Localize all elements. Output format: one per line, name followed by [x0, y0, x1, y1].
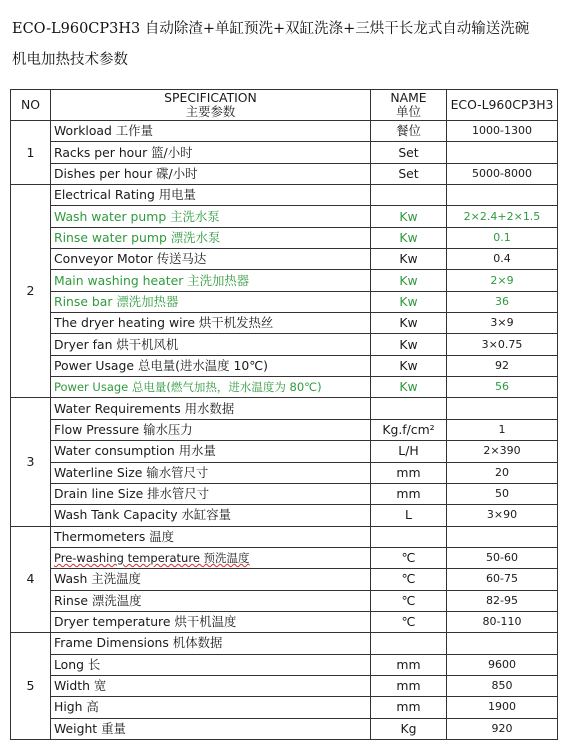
- header-model: ECO-L960CP3H3: [447, 90, 558, 121]
- unit-cell: [371, 185, 447, 206]
- unit-cell: Set: [371, 163, 447, 184]
- table-row: [11, 569, 558, 590]
- spec-cell: Electrical Rating 用电量: [51, 185, 371, 206]
- unit-cell: Kw: [371, 249, 447, 270]
- spec-table: [10, 89, 558, 740]
- spec-cell: Dishes per hour 碟/小时: [51, 163, 371, 184]
- value-cell: 1000-1300: [447, 121, 558, 142]
- spec-cell: Workload 工作量: [51, 121, 371, 142]
- header-specification: [51, 90, 371, 121]
- spec-cell: Wash water pump 主洗水泵: [51, 206, 371, 227]
- table-row: [11, 718, 558, 739]
- unit-cell: ℃: [371, 569, 447, 590]
- table-row: [11, 462, 558, 483]
- table-row: [11, 441, 558, 462]
- table-row: [11, 334, 558, 355]
- table-row: [11, 419, 558, 440]
- table-row: [11, 547, 558, 568]
- unit-cell: Kw: [371, 291, 447, 312]
- table-row: [11, 355, 558, 376]
- spec-cell: Rinse water pump 漂洗水泵: [51, 227, 371, 248]
- value-cell: 2×9: [447, 270, 558, 291]
- header-name-en: NAME: [390, 90, 427, 105]
- table-row: [11, 633, 558, 654]
- table-row: [11, 313, 558, 334]
- table-row: [11, 206, 558, 227]
- spec-cell: Waterline Size 输水管尺寸: [51, 462, 371, 483]
- table-row: [11, 377, 558, 398]
- unit-cell: mm: [371, 654, 447, 675]
- header-unit: [371, 90, 447, 121]
- spec-cell: Wash Tank Capacity 水缸容量: [51, 505, 371, 526]
- value-cell: 920: [447, 718, 558, 739]
- unit-cell: Kw: [371, 227, 447, 248]
- table-row: [11, 291, 558, 312]
- value-cell: 92: [447, 355, 558, 376]
- table-row: [11, 398, 558, 419]
- group-number: 3: [11, 398, 51, 526]
- header-no: NO: [11, 90, 51, 121]
- table-row: [11, 163, 558, 184]
- spec-cell: Power Usage 总电量(燃气加热，进水温度为 80℃): [51, 377, 371, 398]
- unit-cell: Kw: [371, 206, 447, 227]
- value-cell: 82-95: [447, 590, 558, 611]
- value-cell: 0.1: [447, 227, 558, 248]
- table-row: [11, 270, 558, 291]
- value-cell: 56: [447, 377, 558, 398]
- group-number: 1: [11, 121, 51, 185]
- spec-text-spellcheck: Pre-washing temperature 预洗温度: [54, 551, 250, 566]
- value-cell: 50: [447, 483, 558, 504]
- unit-cell: L/H: [371, 441, 447, 462]
- table-row: [11, 611, 558, 632]
- table-row: [11, 505, 558, 526]
- value-cell: [447, 185, 558, 206]
- spec-cell: High 高: [51, 697, 371, 718]
- unit-cell: ℃: [371, 590, 447, 611]
- unit-cell: L: [371, 505, 447, 526]
- spec-cell: Long 长: [51, 654, 371, 675]
- unit-cell: ℃: [371, 611, 447, 632]
- unit-cell: mm: [371, 462, 447, 483]
- table-row: [11, 675, 558, 696]
- spec-cell: The dryer heating wire 烘干机发热丝: [51, 313, 371, 334]
- title-line-2: 机电加热技术参数: [12, 52, 128, 68]
- group-number: 5: [11, 633, 51, 740]
- unit-cell: mm: [371, 675, 447, 696]
- spec-cell: Drain line Size 排水管尺寸: [51, 483, 371, 504]
- value-cell: [447, 526, 558, 547]
- value-cell: 3×9: [447, 313, 558, 334]
- spec-cell: [51, 547, 371, 568]
- table-row: [11, 590, 558, 611]
- spec-cell: Water consumption 用水量: [51, 441, 371, 462]
- value-cell: 50-60: [447, 547, 558, 568]
- header-spec-en: SPECIFICATION: [164, 90, 257, 105]
- table-row: [11, 227, 558, 248]
- value-cell: 5000-8000: [447, 163, 558, 184]
- header-name-zh: 单位: [396, 104, 421, 119]
- table-row: [11, 483, 558, 504]
- unit-cell: Kw: [371, 313, 447, 334]
- table-row: [11, 697, 558, 718]
- group-number: 4: [11, 526, 51, 633]
- unit-cell: Kw: [371, 377, 447, 398]
- document-title: [12, 14, 558, 76]
- value-cell: 1900: [447, 697, 558, 718]
- value-cell: 60-75: [447, 569, 558, 590]
- spec-cell: Water Requirements 用水数据: [51, 398, 371, 419]
- table-row: [11, 185, 558, 206]
- unit-cell: Set: [371, 142, 447, 163]
- table-row: [11, 654, 558, 675]
- spec-cell: Width 宽: [51, 675, 371, 696]
- spec-cell: Weight 重量: [51, 718, 371, 739]
- spec-cell: Thermometers 温度: [51, 526, 371, 547]
- spec-cell: Main washing heater 主洗加热器: [51, 270, 371, 291]
- spec-cell: Rinse bar 漂洗加热器: [51, 291, 371, 312]
- unit-cell: Kw: [371, 270, 447, 291]
- table-row: [11, 121, 558, 142]
- unit-cell: Kg.f/cm²: [371, 419, 447, 440]
- value-cell: 0.4: [447, 249, 558, 270]
- value-cell: 3×0.75: [447, 334, 558, 355]
- spec-cell: Dryer fan 烘干机风机: [51, 334, 371, 355]
- unit-cell: mm: [371, 483, 447, 504]
- spec-cell: Conveyor Motor 传送马达: [51, 249, 371, 270]
- value-cell: 36: [447, 291, 558, 312]
- spec-cell: Dryer temperature 烘干机温度: [51, 611, 371, 632]
- unit-cell: 餐位: [371, 121, 447, 142]
- value-cell: [447, 633, 558, 654]
- value-cell: [447, 142, 558, 163]
- spec-cell: Wash 主洗温度: [51, 569, 371, 590]
- unit-cell: [371, 526, 447, 547]
- unit-cell: Kw: [371, 355, 447, 376]
- value-cell: [447, 398, 558, 419]
- value-cell: 20: [447, 462, 558, 483]
- spec-cell: Frame Dimensions 机体数据: [51, 633, 371, 654]
- unit-cell: Kw: [371, 334, 447, 355]
- title-line-1: ECO-L960CP3H3 自动除渣+单缸预洗+双缸洗涤+三烘干长龙式自动输送洗碗: [12, 21, 530, 37]
- spec-cell: Flow Pressure 输水压力: [51, 419, 371, 440]
- value-cell: 9600: [447, 654, 558, 675]
- table-row: [11, 142, 558, 163]
- spec-cell: Rinse 漂洗温度: [51, 590, 371, 611]
- unit-cell: Kg: [371, 718, 447, 739]
- table-header-row: [11, 90, 558, 121]
- header-spec-zh: 主要参数: [185, 104, 236, 119]
- table-row: [11, 526, 558, 547]
- unit-cell: [371, 633, 447, 654]
- value-cell: 80-110: [447, 611, 558, 632]
- spec-cell: Power Usage 总电量(进水温度 10℃): [51, 355, 371, 376]
- unit-cell: ℃: [371, 547, 447, 568]
- unit-cell: mm: [371, 697, 447, 718]
- value-cell: 2×390: [447, 441, 558, 462]
- group-number: 2: [11, 185, 51, 398]
- spec-cell: Racks per hour 篮/小时: [51, 142, 371, 163]
- value-cell: 2×2.4+2×1.5: [447, 206, 558, 227]
- value-cell: 850: [447, 675, 558, 696]
- value-cell: 1: [447, 419, 558, 440]
- table-row: [11, 249, 558, 270]
- value-cell: 3×90: [447, 505, 558, 526]
- unit-cell: [371, 398, 447, 419]
